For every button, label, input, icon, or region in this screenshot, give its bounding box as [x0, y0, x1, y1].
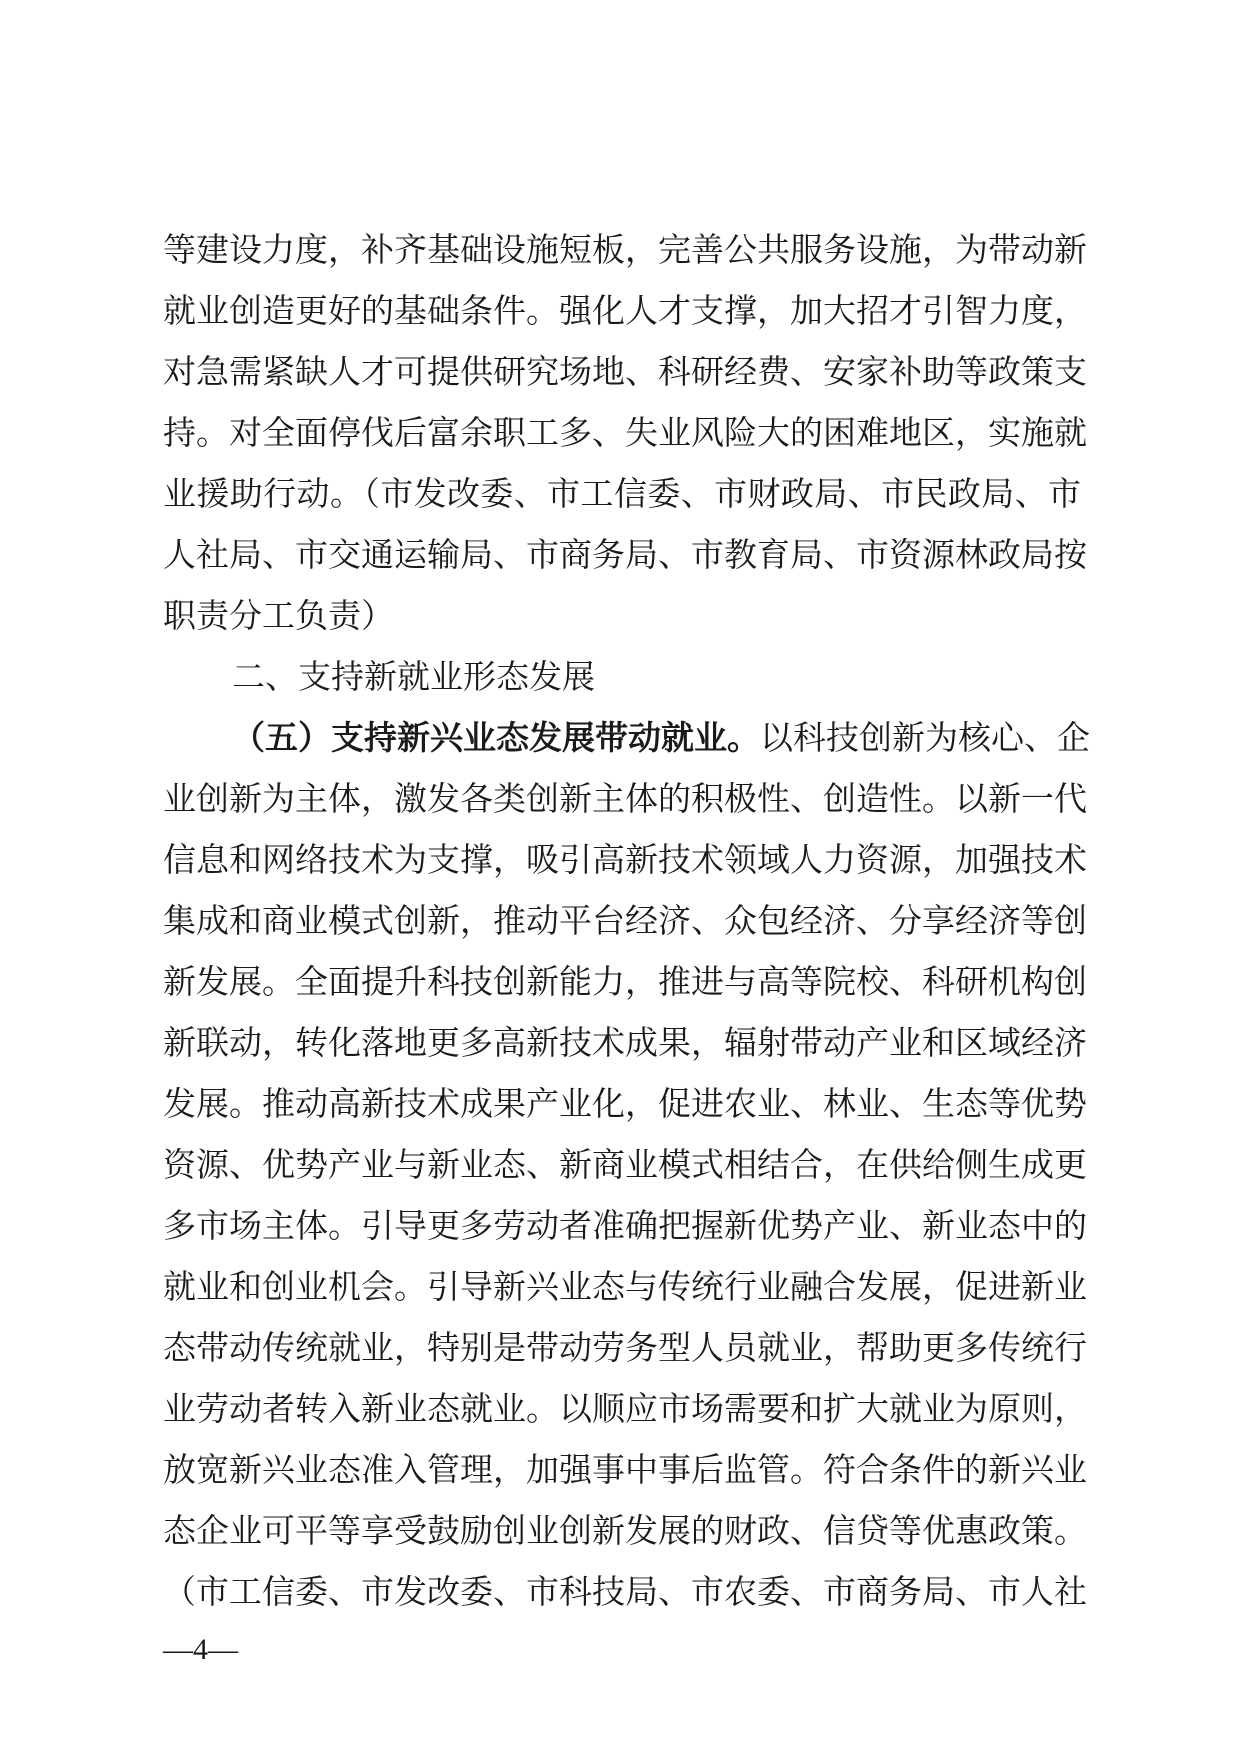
- paragraph-line: 业援助行动。（市发改委、市工信委、市财政局、市民政局、市: [163, 474, 1081, 513]
- paragraph-line: 等建设力度，补齐基础设施短板，完善公共服务设施，为带动新: [163, 230, 1087, 269]
- paragraph-line: （市工信委、市发改委、市科技局、市农委、市商务局、市人社: [163, 1572, 1087, 1611]
- paragraph-line: 职责分工负责）: [163, 596, 394, 635]
- paragraph-first-line: [232, 708, 1090, 768]
- paragraph-line: 新发展。全面提升科技创新能力，推进与高等院校、科研机构创: [163, 962, 1087, 1001]
- paragraph-line: 业创新为主体，激发各类创新主体的积极性、创造性。以新一代: [163, 779, 1087, 818]
- paragraph-line: 持。对全面停伐后富余职工多、失业风险大的困难地区，实施就: [163, 413, 1087, 452]
- paragraph-line: 信息和网络技术为支撑，吸引高新技术领域人力资源，加强技术: [163, 840, 1087, 879]
- paragraph-line: 态带动传统就业，特别是带动劳务型人员就业，帮助更多传统行: [163, 1328, 1087, 1367]
- page-number: —4—: [163, 1633, 238, 1666]
- paragraph-line: 人社局、市交通运输局、市商务局、市教育局、市资源林政局按: [163, 535, 1087, 574]
- paragraph-line: 资源、优势产业与新业态、新商业模式相结合，在供给侧生成更: [163, 1145, 1087, 1184]
- paragraph-line: 态企业可平等享受鼓励创业创新发展的财政、信贷等优惠政策。: [163, 1511, 1087, 1550]
- paragraph-lead-rest: 以科技创新为核心、企: [760, 718, 1090, 757]
- paragraph-line: 发展。推动高新技术成果产业化，促进农业、林业、生态等优势: [163, 1084, 1087, 1123]
- paragraph-line: 集成和商业模式创新，推动平台经济、众包经济、分享经济等创: [163, 901, 1087, 940]
- paragraph-line: 业劳动者转入新业态就业。以顺应市场需要和扩大就业为原则，: [163, 1389, 1087, 1428]
- paragraph-line: 多市场主体。引导更多劳动者准确把握新优势产业、新业态中的: [163, 1206, 1087, 1245]
- paragraph-line: 放宽新兴业态准入管理，加强事中事后监管。符合条件的新兴业: [163, 1450, 1087, 1489]
- paragraph-lead-bold: （五）支持新兴业态发展带动就业。: [232, 718, 760, 757]
- paragraph-line: 对急需紧缺人才可提供研究场地、科研经费、安家补助等政策支: [163, 352, 1087, 391]
- paragraph-line: 新联动，转化落地更多高新技术成果，辐射带动产业和区域经济: [163, 1023, 1087, 1062]
- paragraph-line: 就业创造更好的基础条件。强化人才支撑，加大招才引智力度，: [163, 291, 1087, 330]
- section-heading: 二、支持新就业形态发展: [232, 657, 595, 696]
- paragraph-line: 就业和创业机会。引导新兴业态与传统行业融合发展，促进新业: [163, 1267, 1087, 1306]
